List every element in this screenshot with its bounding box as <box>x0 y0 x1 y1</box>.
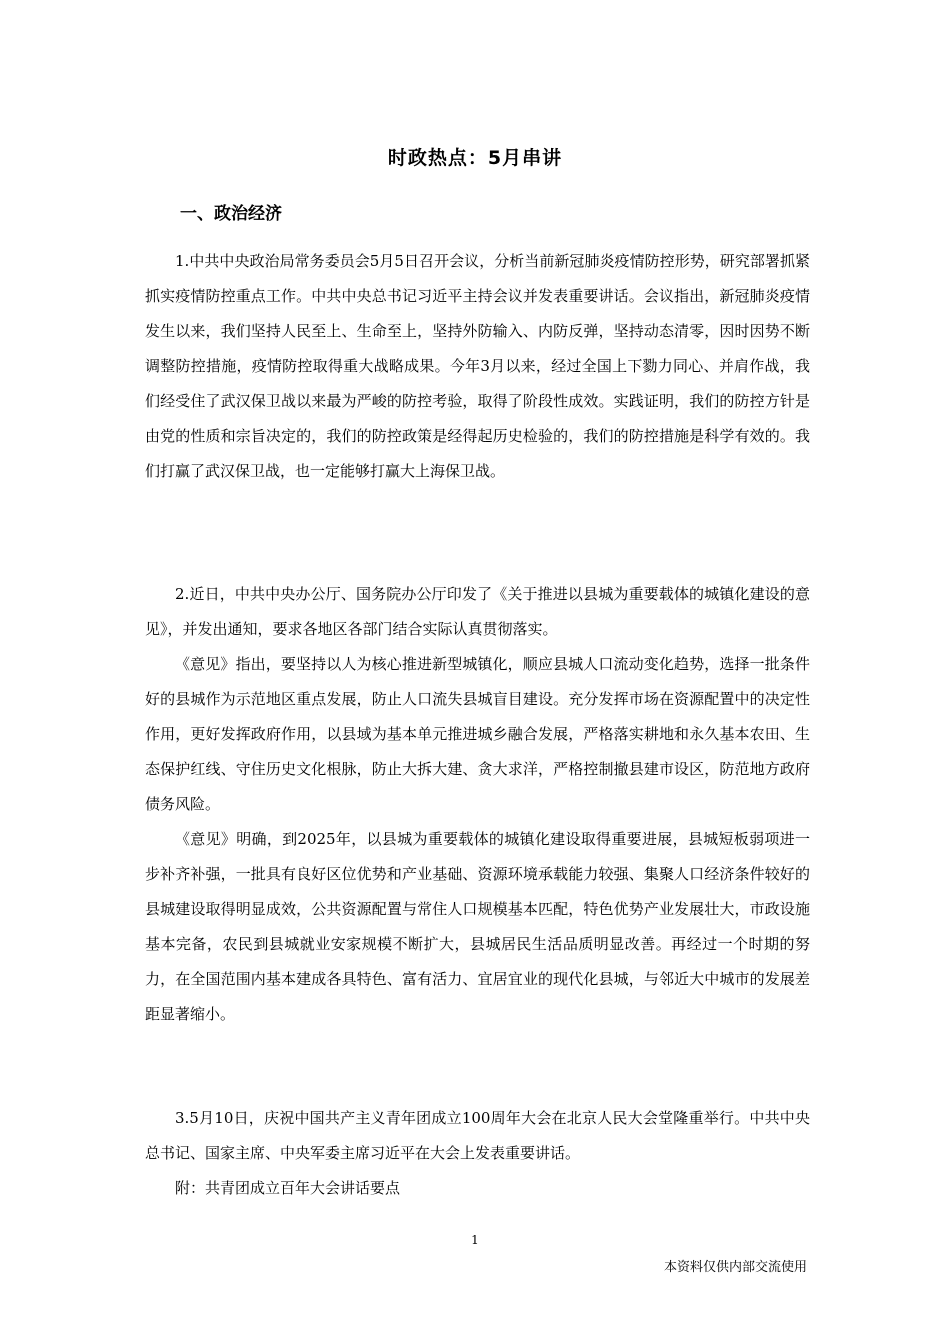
paragraph: 3.5月10日，庆祝中国共产主义青年团成立100周年大会在北京人民大会堂隆重举行。中共中央总书记、国家主席、中央军委主席习近平在大会上发表重要讲话。 <box>145 1109 810 1162</box>
appendix-note: 附：共青团成立百年大会讲话要点 <box>175 1179 401 1197</box>
page-number: 1 <box>471 1233 479 1247</box>
section-heading: 一、政治经济 <box>180 204 282 224</box>
item-3-block <box>145 1101 810 1206</box>
footer-note: 本资料仅供内部交流使用 <box>663 1260 807 1275</box>
paragraph: 2.近日，中共中央办公厅、国务院办公厅印发了《关于推进以县城为重要载体的城镇化建设的意见》，并发出通知，要求各地区各部门结合实际认真贯彻落实。 <box>145 585 810 638</box>
paragraph: 1.中共中央政治局常务委员会5月5日召开会议，分析当前新冠肺炎疫情防控形势，研究部署抓紧抓实疫情防控重点工作。中共中央总书记习近平主持会议并发表重要讲话。会议指出，新冠肺炎疫情发生以来，我们坚持人民至上、生命至上，坚持外防输入、内防反弹，坚持动态清零，因时因势不断调整防控措施，疫情防控取得重大战略成果。今年3月以来，经过全国上下勠力同心、并肩作战，我们经受住了武汉保卫战以来最为严峻的防控考验，取得了阶段性成效。实践证明，我们的防控方针是由党的性质和宗旨决定的，我们的防控政策是经得起历史检验的，我们的防控措施是科学有效的。我们打赢了武汉保卫战，也一定能够打赢大上海保卫战。 <box>145 252 810 480</box>
paragraph: 《意见》明确，到2025年，以县城为重要载体的城镇化建设取得重要进展，县城短板弱项进一步补齐补强，一批具有良好区位优势和产业基础、资源环境承载能力较强、集聚人口经济条件较好的县城建设取得明显成效，公共资源配置与常住人口规模基本匹配，特色优势产业发展壮大，市政设施基本完备，农民到县城就业安家规模不断扩大，县城居民生活品质明显改善。再经过一个时期的努力，在全国范围内基本建成各具特色、富有活力、宜居宜业的现代化县城，与邻近大中城市的发展差距显著缩小。 <box>145 830 810 1023</box>
item-2-block <box>145 577 810 1032</box>
page-title: 时政热点：5月串讲 <box>387 147 563 169</box>
paragraph: 《意见》指出，要坚持以人为核心推进新型城镇化，顺应县城人口流动变化趋势，选择一批条件好的县城作为示范地区重点发展，防止人口流失县城盲目建设。充分发挥市场在资源配置中的决定性作用，更好发挥政府作用，以县域为基本单元推进城乡融合发展，严格落实耕地和永久基本农田、生态保护红线、守住历史文化根脉，防止大拆大建、贪大求洋，严格控制撤县建市设区，防范地方政府债务风险。 <box>145 655 810 813</box>
item-1-block <box>145 244 810 489</box>
